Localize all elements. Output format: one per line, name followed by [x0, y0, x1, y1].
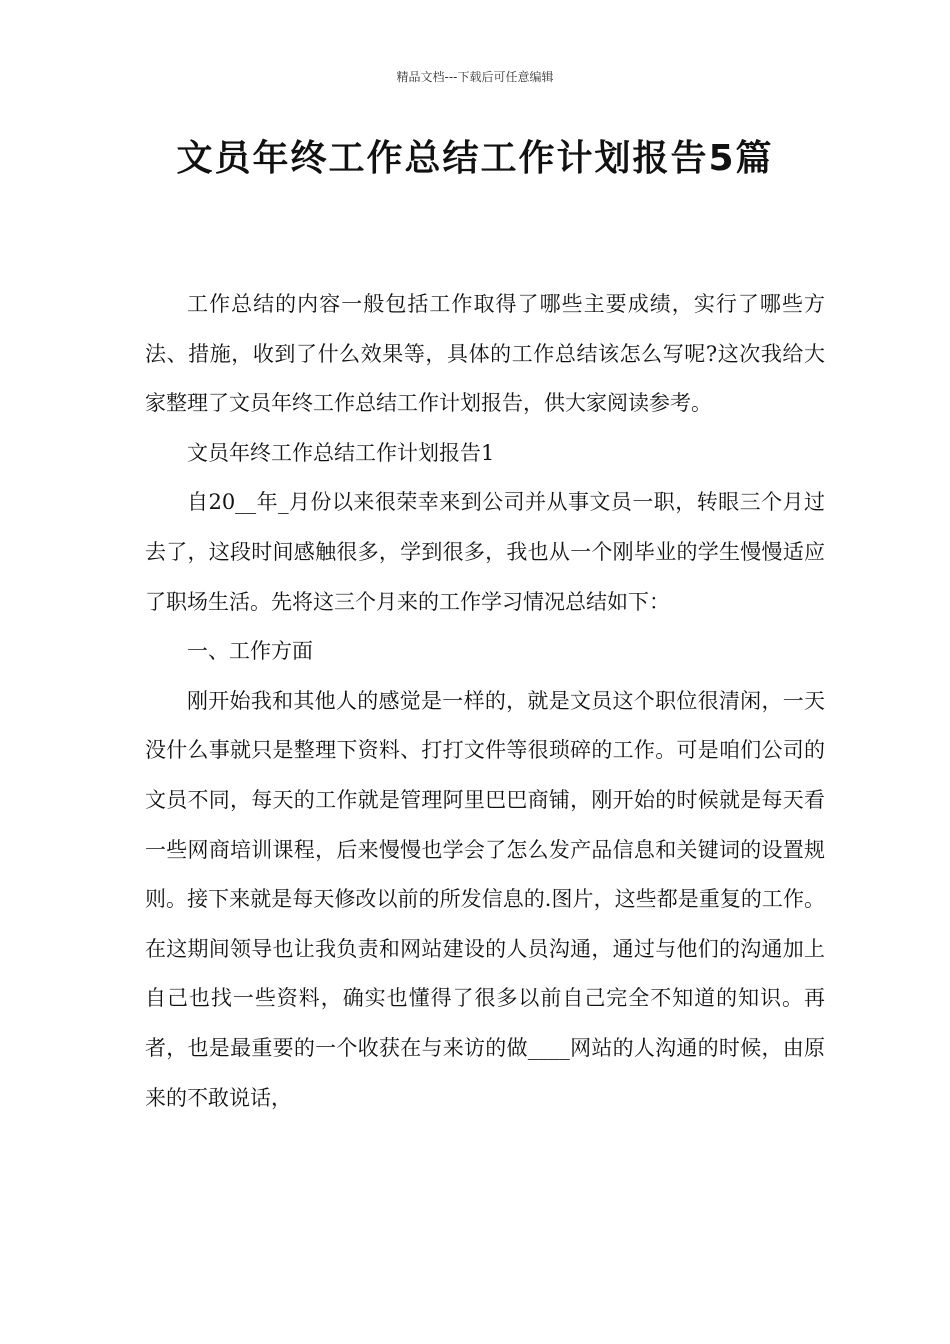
section-heading-report-1: 文员年终工作总结工作计划报告1 — [187, 440, 495, 465]
intro-paragraph: 工作总结的内容一般包括工作取得了哪些主要成绩，实行了哪些方法、措施，收到了什么效果等，具体的工作总结该怎么写呢?这次我给大家整理了文员年终工作总结工作计划报告，供大家阅读参考。 — [145, 292, 825, 416]
subheading-work-aspects: 一、工作方面 — [187, 639, 313, 664]
paragraph-work-details: 刚开始我和其他人的感觉是一样的，就是文员这个职位很清闲，一天没什么事就只是整理下资料、打打文件等很琐碎的工作。可是咱们公司的文员不同，每天的工作就是管理阿里巴巴商铺，刚开始的时候就是每天看一些网商培训课程，后来慢慢也学会了怎么发产品信息和关键词的设置规则。接下来就是每天修改以前的所发信息的.图片，这些都是重复的工作。在这期间领导也让我负责和网站建设的人员沟通，通过与他们的沟通加上自己也找一些资料，确实也懂得了很多以前自己完全不知道的知识。再者，也是最重要的一个收获在与来访的做____网站的人沟通的时候，由原来的不敢说话， — [145, 688, 825, 1110]
paragraph-since-joining: 自20__年_月份以来很荣幸来到公司并从事文员一职，转眼三个月过去了，这段时间感触很多，学到很多，我也从一个刚毕业的学生慢慢适应了职场生活。先将这三个月来的工作学习情况总结如下： — [145, 490, 825, 614]
document-body — [145, 280, 825, 1123]
header-note: 精品文档---下载后可任意编辑 — [396, 70, 554, 84]
document-title: 文员年终工作总结工作计划报告5篇 — [176, 138, 774, 179]
